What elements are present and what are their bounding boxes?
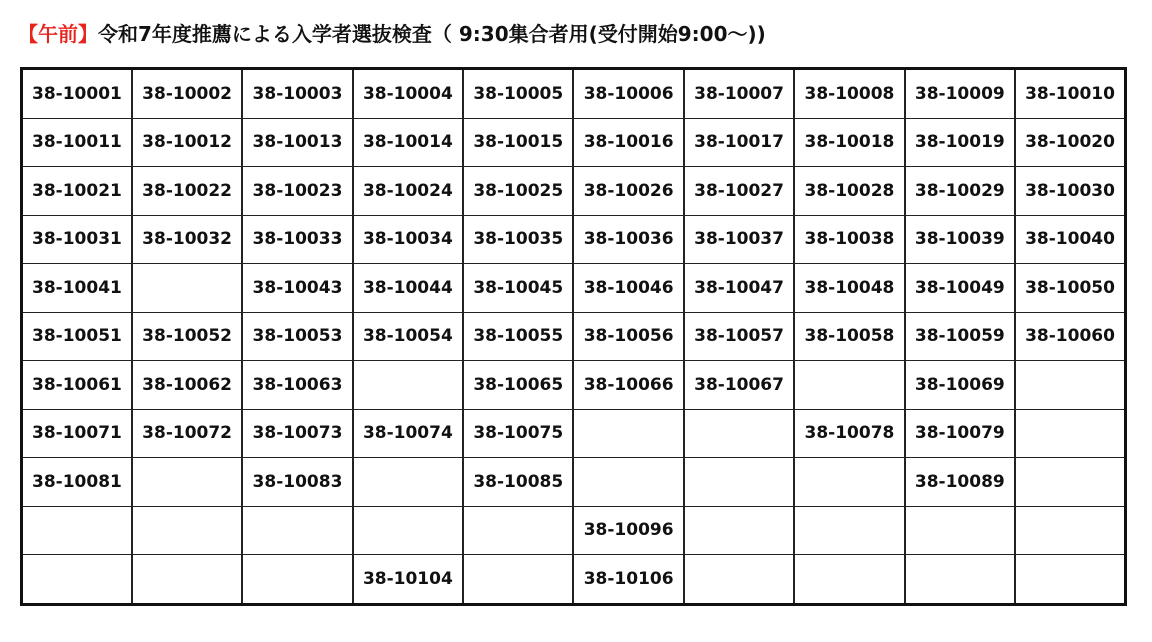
candidate-number-cell [463, 506, 573, 555]
candidate-number-cell: 38-10011 [22, 118, 132, 167]
candidate-number-cell: 38-10003 [242, 69, 352, 119]
candidate-number-cell: 38-10040 [1015, 215, 1125, 264]
candidate-number-cell [132, 458, 242, 507]
candidate-number-cell: 38-10061 [22, 361, 132, 410]
candidate-number-cell [573, 458, 683, 507]
candidate-number-cell [573, 409, 683, 458]
candidate-number-table-body [22, 69, 1126, 605]
candidate-number-cell [684, 409, 794, 458]
candidate-number-cell: 38-10053 [242, 312, 352, 361]
candidate-number-cell [1015, 506, 1125, 555]
candidate-number-cell [794, 361, 904, 410]
candidate-number-cell: 38-10083 [242, 458, 352, 507]
candidate-number-cell [905, 555, 1015, 605]
candidate-number-cell: 38-10020 [1015, 118, 1125, 167]
candidate-number-cell [905, 506, 1015, 555]
candidate-number-cell: 38-10071 [22, 409, 132, 458]
table-row [22, 264, 1126, 313]
candidate-number-cell: 38-10089 [905, 458, 1015, 507]
candidate-number-cell: 38-10047 [684, 264, 794, 313]
candidate-number-cell: 38-10079 [905, 409, 1015, 458]
candidate-number-cell: 38-10063 [242, 361, 352, 410]
candidate-number-cell [1015, 458, 1125, 507]
candidate-number-cell [1015, 361, 1125, 410]
candidate-number-table [20, 67, 1127, 606]
candidate-number-cell: 38-10085 [463, 458, 573, 507]
candidate-number-cell: 38-10016 [573, 118, 683, 167]
candidate-number-cell: 38-10024 [353, 167, 463, 216]
candidate-number-cell [684, 458, 794, 507]
candidate-number-cell: 38-10032 [132, 215, 242, 264]
candidate-number-cell: 38-10072 [132, 409, 242, 458]
candidate-number-cell: 38-10057 [684, 312, 794, 361]
table-row [22, 506, 1126, 555]
candidate-number-cell [132, 506, 242, 555]
candidate-number-cell: 38-10017 [684, 118, 794, 167]
candidate-number-cell: 38-10023 [242, 167, 352, 216]
candidate-number-cell: 38-10056 [573, 312, 683, 361]
table-row [22, 458, 1126, 507]
candidate-number-cell [1015, 409, 1125, 458]
table-row [22, 118, 1126, 167]
heading-title: 令和7年度推薦による入学者選抜検査（ 9:30集合者用(受付開始9:00～)) [98, 22, 766, 46]
candidate-number-cell: 38-10006 [573, 69, 683, 119]
candidate-number-cell: 38-10055 [463, 312, 573, 361]
candidate-number-cell: 38-10048 [794, 264, 904, 313]
candidate-number-cell: 38-10051 [22, 312, 132, 361]
table-row [22, 69, 1126, 119]
candidate-number-cell [22, 555, 132, 605]
candidate-number-cell: 38-10005 [463, 69, 573, 119]
candidate-number-cell: 38-10015 [463, 118, 573, 167]
candidate-number-cell: 38-10078 [794, 409, 904, 458]
candidate-number-cell: 38-10026 [573, 167, 683, 216]
candidate-number-cell: 38-10029 [905, 167, 1015, 216]
heading-session-tag: 【午前】 [18, 22, 98, 46]
candidate-number-cell: 38-10046 [573, 264, 683, 313]
candidate-number-cell: 38-10007 [684, 69, 794, 119]
candidate-number-cell: 38-10059 [905, 312, 1015, 361]
candidate-number-cell: 38-10034 [353, 215, 463, 264]
candidate-number-cell [353, 506, 463, 555]
candidate-number-cell [132, 555, 242, 605]
table-row [22, 555, 1126, 605]
table-row [22, 215, 1126, 264]
candidate-number-cell [463, 555, 573, 605]
candidate-number-cell: 38-10002 [132, 69, 242, 119]
candidate-number-cell: 38-10069 [905, 361, 1015, 410]
candidate-number-cell: 38-10043 [242, 264, 352, 313]
candidate-number-cell [1015, 555, 1125, 605]
table-row [22, 361, 1126, 410]
candidate-number-cell: 38-10054 [353, 312, 463, 361]
candidate-number-cell: 38-10045 [463, 264, 573, 313]
candidate-number-cell: 38-10004 [353, 69, 463, 119]
candidate-number-cell: 38-10028 [794, 167, 904, 216]
candidate-number-cell: 38-10022 [132, 167, 242, 216]
candidate-number-cell: 38-10041 [22, 264, 132, 313]
candidate-number-cell [242, 555, 352, 605]
candidate-number-cell: 38-10025 [463, 167, 573, 216]
candidate-number-cell: 38-10037 [684, 215, 794, 264]
table-row [22, 312, 1126, 361]
candidate-number-cell: 38-10065 [463, 361, 573, 410]
candidate-number-cell: 38-10018 [794, 118, 904, 167]
candidate-number-cell: 38-10081 [22, 458, 132, 507]
candidate-number-cell: 38-10009 [905, 69, 1015, 119]
candidate-number-cell [22, 506, 132, 555]
candidate-number-cell: 38-10052 [132, 312, 242, 361]
candidate-number-cell [684, 555, 794, 605]
candidate-number-cell [794, 458, 904, 507]
candidate-number-cell: 38-10073 [242, 409, 352, 458]
candidate-number-cell: 38-10013 [242, 118, 352, 167]
candidate-number-cell: 38-10066 [573, 361, 683, 410]
candidate-number-cell [353, 361, 463, 410]
candidate-number-cell: 38-10036 [573, 215, 683, 264]
candidate-number-cell: 38-10012 [132, 118, 242, 167]
candidate-number-cell [353, 458, 463, 507]
candidate-number-cell [242, 506, 352, 555]
candidate-number-cell: 38-10049 [905, 264, 1015, 313]
candidate-number-cell: 38-10074 [353, 409, 463, 458]
candidate-number-cell: 38-10019 [905, 118, 1015, 167]
page-heading [18, 14, 766, 54]
candidate-number-cell: 38-10033 [242, 215, 352, 264]
candidate-number-cell: 38-10060 [1015, 312, 1125, 361]
candidate-number-cell: 38-10021 [22, 167, 132, 216]
candidate-number-cell: 38-10008 [794, 69, 904, 119]
candidate-number-cell: 38-10030 [1015, 167, 1125, 216]
candidate-number-cell: 38-10001 [22, 69, 132, 119]
candidate-number-cell: 38-10104 [353, 555, 463, 605]
candidate-number-cell [132, 264, 242, 313]
candidate-number-cell: 38-10038 [794, 215, 904, 264]
candidate-number-cell: 38-10027 [684, 167, 794, 216]
candidate-number-cell: 38-10014 [353, 118, 463, 167]
candidate-number-cell: 38-10062 [132, 361, 242, 410]
candidate-number-cell: 38-10031 [22, 215, 132, 264]
table-row [22, 409, 1126, 458]
candidate-number-cell [684, 506, 794, 555]
candidate-number-cell: 38-10058 [794, 312, 904, 361]
candidate-number-cell: 38-10044 [353, 264, 463, 313]
candidate-number-cell: 38-10050 [1015, 264, 1125, 313]
candidate-number-cell: 38-10075 [463, 409, 573, 458]
candidate-number-cell: 38-10035 [463, 215, 573, 264]
table-row [22, 167, 1126, 216]
candidate-number-cell: 38-10106 [573, 555, 683, 605]
candidate-number-cell: 38-10067 [684, 361, 794, 410]
candidate-number-cell: 38-10096 [573, 506, 683, 555]
candidate-number-cell [794, 555, 904, 605]
candidate-number-cell [794, 506, 904, 555]
candidate-number-cell: 38-10039 [905, 215, 1015, 264]
candidate-number-cell: 38-10010 [1015, 69, 1125, 119]
